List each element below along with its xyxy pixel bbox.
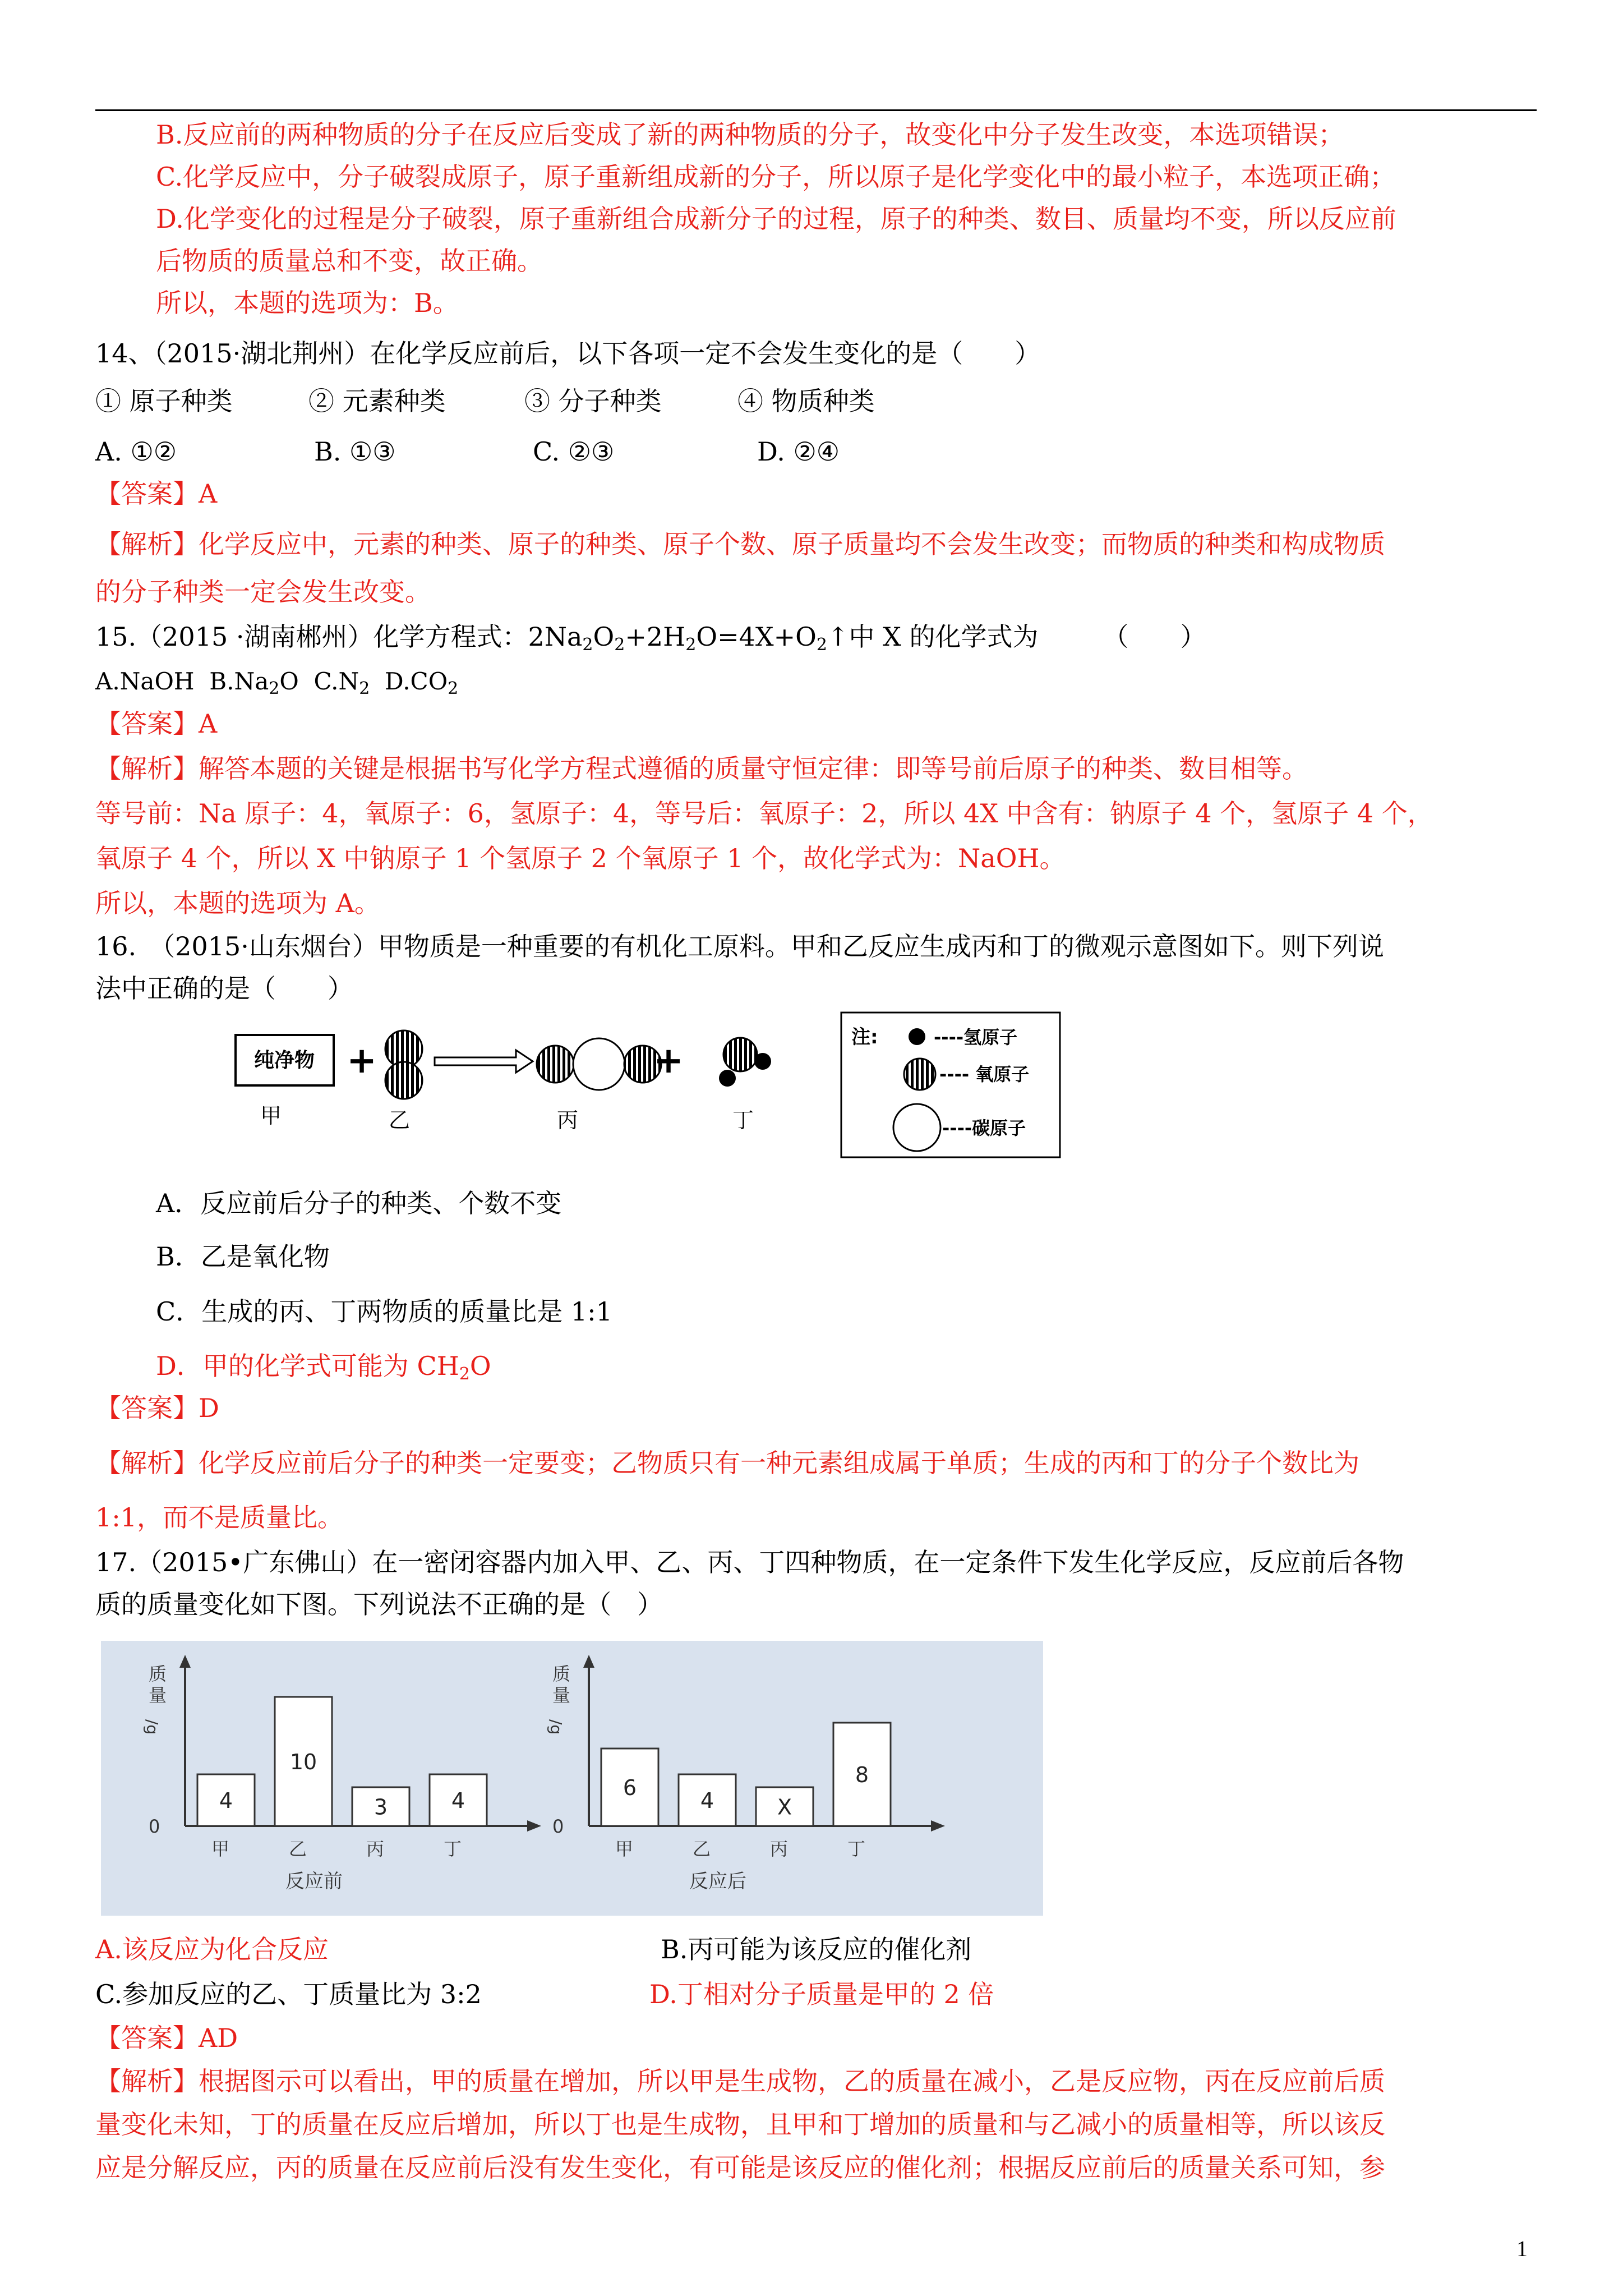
y-axis-label: 质: [149, 1663, 167, 1685]
answer-value: A: [199, 708, 218, 739]
q17-option-b: B.丙可能为该反应的催化剂: [661, 1934, 972, 1964]
bar-value-label: 4: [451, 1788, 465, 1813]
q14-analysis-2: 的分子种类一定会发生改变。: [95, 577, 431, 607]
q17-stem-1: 17.（2015•广东佛山）在一密闭容器内加入甲、乙、丙、丁四种物质，在一定条件下发生化学反应，反应前后各物: [95, 1547, 1404, 1577]
chart-title: 反应前: [285, 1870, 343, 1893]
oxygen-atom: [385, 1062, 422, 1099]
analysis-text: 根据图示可以看出，甲的质量在增加，所以甲是生成物，乙的质量在减小，乙是反应物，丙在反应前后质: [199, 2066, 1385, 2096]
q16-answer: [95, 1388, 219, 1428]
q15-analysis-1: [95, 749, 1308, 788]
category-label: 乙: [692, 1838, 711, 1860]
q14-stem: 14、（2015·湖北荆州）在化学反应前后，以下各项一定不会发生变化的是（ ）: [95, 338, 1041, 369]
hydrogen-atom: [719, 1070, 736, 1087]
q14-items: [95, 381, 875, 421]
oxygen-atom: [723, 1038, 757, 1071]
oxygen-atom: [537, 1046, 574, 1083]
q15-option-c: $C.N_2$: [313, 668, 370, 698]
q17-option-a: A.该反应为化合反应: [95, 1934, 329, 1964]
q16-stem-1: 16. （2015·山东烟台）甲物质是一种重要的有机化工原料。甲和乙反应生成丙和丁的微观示意图如下。则下列说: [95, 931, 1384, 961]
label-bing: 丙: [556, 1108, 579, 1133]
q15-answer: [95, 704, 217, 743]
carbon-atom: [573, 1038, 625, 1090]
bar-value-label: 4: [700, 1788, 714, 1813]
q15-option-d: $D.CO_2$: [385, 668, 459, 698]
answer-tag: 【答案】: [95, 1393, 199, 1423]
answer-tag: 【答案】: [95, 478, 199, 509]
analysis-tag: 【解析】: [95, 753, 199, 784]
q17-stem-2: 质的质量变化如下图。下列说法不正确的是（ ）: [95, 1589, 663, 1619]
q16-option-a: A．反应前后分子的种类、个数不变: [156, 1188, 562, 1218]
q13-option-c-analysis: C.化学反应中，分子破裂成原子，原子重新组成新的分子，所以原子是化学变化中的最小粒子，本选项正确；: [156, 162, 1396, 192]
label-yi: 乙: [388, 1108, 411, 1133]
reaction-arrow: [435, 1050, 533, 1073]
answer-tag: 【答案】: [95, 2023, 199, 2053]
q17-answer: [95, 2018, 238, 2058]
x-axis-arrow: [527, 1820, 541, 1832]
q17-analysis-2: 量变化未知，丁的质量在反应后增加，所以丁也是生成物，且甲和丁增加的质量和与乙减小的质量相等，所以该反: [95, 2109, 1385, 2139]
oxygen-atom: [904, 1059, 935, 1090]
analysis-text: 化学反应中，元素的种类、原子的种类、原子个数、原子质量均不会发生改变；而物质的种类和构成物质: [199, 529, 1385, 559]
q16-analysis-1: [95, 1443, 1359, 1483]
analysis-text: 解答本题的关键是根据书写化学方程式遵循的质量守恒定律：即等号前后原子的种类、数目相等。: [199, 753, 1308, 784]
bar-value-label: X: [777, 1795, 792, 1820]
category-label: 甲: [615, 1838, 634, 1860]
label-jia: 甲: [260, 1103, 282, 1128]
analysis-text: 化学反应前后分子的种类一定要变；乙物质只有一种元素组成属于单质；生成的丙和丁的分子个数比为: [199, 1448, 1359, 1478]
q13-option-b-analysis: B.反应前的两种物质的分子在反应后变成了新的两种物质的分子，故变化中分子发生改变，本选项错误；: [156, 119, 1344, 150]
q14-option-c: C. ②③: [533, 436, 615, 467]
origin-label: 0: [149, 1816, 160, 1837]
q16-option-d: D．甲的化学式可能为 $CH_2O$: [156, 1351, 491, 1384]
answer-tag: 【答案】: [95, 708, 199, 739]
q14-option-a: A. ①②: [95, 436, 177, 467]
hydrogen-atom: [754, 1053, 771, 1070]
bar-value-label: 4: [219, 1788, 233, 1813]
answer-value: AD: [199, 2023, 238, 2053]
q15-option-b: $B.Na_2O$: [209, 668, 299, 698]
q16-stem-2: 法中正确的是（ ）: [95, 973, 353, 1004]
origin-label: 0: [552, 1816, 564, 1837]
y-axis-label: /g: [547, 1719, 565, 1735]
hydrogen-atom: [909, 1028, 925, 1045]
q14-analysis-1: [95, 524, 1385, 564]
category-label: 丁: [847, 1838, 866, 1860]
mass-change-charts: [101, 1641, 1043, 1916]
plus-sign: +: [653, 1040, 684, 1082]
chart-title: 反应后: [689, 1870, 746, 1893]
q15-conclusion: 所以，本题的选项为 A。: [95, 888, 380, 918]
pure-substance-label: 纯净物: [253, 1049, 315, 1072]
q16-analysis-2: 1:1，而不是质量比。: [95, 1502, 344, 1533]
q15-options: [95, 662, 458, 701]
legend-oxygen: ---- 氧原子: [939, 1064, 1030, 1085]
analysis-tag: 【解析】: [95, 1448, 199, 1478]
y-axis-arrow: [179, 1655, 191, 1668]
plus-sign: +: [347, 1040, 377, 1082]
reaction-microscopic-diagram: [224, 1010, 1077, 1167]
y-axis-label: 量: [552, 1685, 571, 1706]
q14-item: ③ 分子种类: [524, 386, 662, 416]
q15-analysis-2: 等号前：Na 原子：4，氧原子：6，氢原子：4，等号后：氧原子：2，所以 4X 中含有：钠原子 4 个，氢原子 4 个，: [95, 798, 1433, 829]
bar-charts-svg: [101, 1641, 1043, 1916]
category-label: 丁: [443, 1838, 462, 1860]
bar-value-label: 6: [623, 1775, 637, 1800]
q17-option-c: C.参加反应的乙、丁质量比为 3:2: [95, 1979, 482, 2009]
q15-stem: 15.（2015 ·湖南郴州）化学方程式：$2Na_2O_2+2H_2O=4X+O_2↑$中 X 的化学式为 （ ）: [95, 622, 1206, 655]
category-label: 丙: [366, 1838, 385, 1860]
bar-value-label: 3: [374, 1795, 388, 1820]
q14-option-d: D. ②④: [757, 436, 840, 467]
q17-option-d: D.丁相对分子质量是甲的 2 倍: [649, 1979, 994, 2009]
y-axis-label: 质: [552, 1663, 571, 1685]
q17-analysis-3: 应是分解反应，丙的质量在反应前后没有发生变化，有可能是该反应的催化剂；根据反应前后的质量关系可知，参: [95, 2152, 1385, 2183]
category-label: 丙: [769, 1838, 789, 1860]
q14-item: ② 元素种类: [308, 386, 446, 416]
bar-value-label: 8: [855, 1763, 869, 1787]
x-axis-arrow: [931, 1820, 945, 1832]
q14-answer: [95, 474, 217, 513]
category-label: 乙: [288, 1838, 307, 1860]
q14-options: [95, 432, 840, 471]
q14-item: ④ 物质种类: [737, 386, 875, 416]
y-axis-label: /g: [143, 1719, 162, 1735]
analysis-tag: 【解析】: [95, 2066, 199, 2096]
q14-item: ① 原子种类: [95, 386, 233, 416]
answer-value: A: [199, 478, 218, 509]
category-label: 甲: [211, 1838, 230, 1860]
q17-analysis-1: [95, 2062, 1385, 2101]
q16-option-b: B．乙是氧化物: [156, 1241, 330, 1272]
y-axis-arrow: [583, 1655, 594, 1668]
carbon-atom: [893, 1104, 940, 1151]
label-ding: 丁: [732, 1108, 754, 1133]
q13-option-d-analysis-1: D.化学变化的过程是分子破裂，原子重新组合成新分子的过程，原子的种类、数目、质量均不变，所以反应前: [156, 204, 1396, 234]
legend-carbon: ----碳原子: [942, 1117, 1026, 1139]
y-axis-label: 量: [149, 1685, 167, 1706]
header-rule: [95, 109, 1537, 111]
page-number: 1: [1516, 2236, 1528, 2261]
q15-analysis-3: 氧原子 4 个，所以 X 中钠原子 1 个氢原子 2 个氧原子 1 个，故化学式为：NaOH。: [95, 843, 1066, 873]
q15-option-a: A.NaOH: [95, 668, 195, 695]
q13-conclusion: 所以，本题的选项为：B。: [156, 288, 459, 318]
q16-option-c: C．生成的丙、丁两物质的质量比是 1:1: [156, 1296, 612, 1327]
q13-option-d-analysis-2: 后物质的质量总和不变，故正确。: [156, 246, 543, 276]
legend-hydrogen: ----氢原子: [934, 1027, 1018, 1048]
answer-value: D: [199, 1393, 219, 1423]
legend-note: 注:: [851, 1026, 878, 1048]
bar-value-label: 10: [289, 1750, 317, 1774]
analysis-tag: 【解析】: [95, 529, 199, 559]
q14-option-b: B. ①③: [314, 436, 396, 467]
